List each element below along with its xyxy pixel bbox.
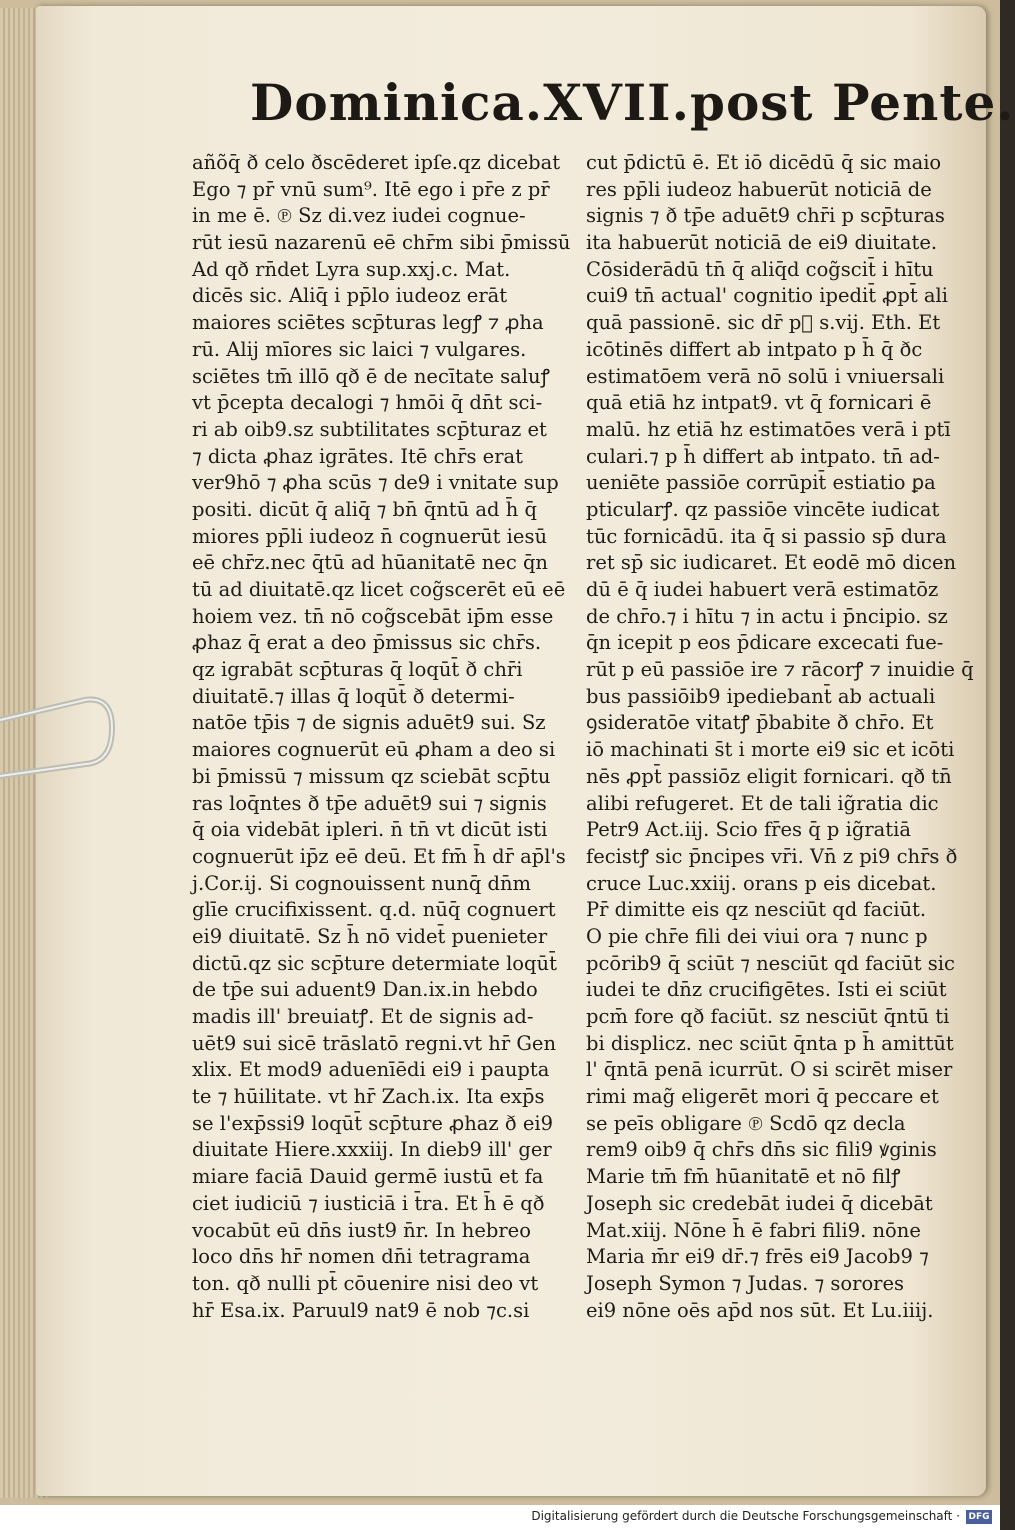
text-line: malū. hz etiā hz estimatōes verā i ptī — [586, 417, 951, 441]
right-text-column — [586, 150, 974, 1322]
text-line: xlix. Et mod9 aduenīēdi ei9 i paupta — [192, 1058, 550, 1082]
text-line: rimi mag̃ eligerēt mori q̄ peccare et — [586, 1085, 939, 1109]
text-line: pcōrib9 q̄ sciūt ⁊ nesciūt qd faciūt sic — [586, 951, 955, 975]
text-line: O pie chr̄e fili dei viui ora ⁊ nunc p — [586, 924, 928, 948]
text-line: ei9 nōne oēs ap̄d nos sūt. Et Lu.iiij. — [586, 1298, 934, 1322]
footer-credit: Digitalisierung gefördert durch die Deutsche Forschungsgemeinschaft · — [531, 1509, 960, 1523]
text-line: eē chr̄z.nec q̄tū ad hūanitatē nec q̄n — [192, 551, 548, 575]
text-line: dictū.qz sic scp̄ture determiate loqūt̄ — [192, 951, 557, 975]
text-line: iudei te dn̄z crucifigētes. Isti ei sciūt — [586, 978, 947, 1002]
text-line: Maria m̄r ei9 dr̄.⁊ frēs ei9 Jacob9 ⁊ — [586, 1245, 929, 1269]
text-line: cut p̄dictū ē. Et iō dicēdū q̄ sic maio — [586, 151, 942, 174]
text-line: ꝓhaz q̄ erat a deo p̄missus sic chr̄s. — [192, 631, 542, 655]
text-line: j.Cor.ij. Si cognouissent nunq̄ dn̄m — [192, 871, 532, 895]
text-line: glīe crucifixissent. q.d. nūq̄ cognuert — [192, 898, 556, 922]
text-line: alibi refugeret. Et de tali ig̃ratia dic — [586, 791, 939, 815]
text-line: q̄n icepit p eos p̄dicare excecati fue- — [586, 631, 944, 655]
text-line: de tp̄e sui aduent9 Dan.ix.in hebdo — [192, 978, 538, 1002]
text-line: dicēs sic. Aliq̄ i pp̄lo iudeoz erāt — [192, 284, 508, 308]
text-line: vocabūt eū dn̄s iust9 n̄r. In hebreo — [192, 1218, 531, 1242]
dfg-logo: DFG — [966, 1510, 992, 1524]
text-line: cognuerūt ip̄z eē deū. Et fm̄ h̄ dr̄ ap̄l's — [192, 844, 566, 868]
text-line: se l'exp̄ssi9 loqūt̄ scp̄ture ꝓhaz ð ei9 — [192, 1111, 554, 1135]
text-line: nēs ꝓpt̄ passiōz eligit fornicari. qð tn̄ — [586, 764, 952, 788]
text-line: bi p̄missū ⁊ missum qz sciebāt scp̄tu — [192, 764, 551, 788]
text-line: pcm̄ fore qð faciūt. sz nesciūt q̄ntū ti — [586, 1005, 950, 1028]
text-line: sciētes tm̄ illō qð ē de necītate saluꝭ — [192, 364, 550, 388]
text-line: hr̄ Esa.ix. Paruul9 nat9 ē nob ⁊c.si — [192, 1298, 530, 1322]
text-line: rūt p eū passiōe ire ⁊ rācorꝭ ⁊ inuidie q̄ — [586, 658, 974, 682]
text-line: Cōsiderādū tn̄ q̄ aliq̄d cog̃scit̄ i hītu — [586, 257, 934, 281]
text-line: bus passiōib9 ipediebant̄ ab actuali — [586, 684, 936, 708]
text-line: cui9 tn̄ actual' cognitio ipedit̄ ꝓpt̄ ali — [586, 284, 948, 308]
text-line: l' q̄ntā penā icurrūt. O si scirēt miser — [586, 1058, 953, 1082]
text-line: ras loq̄ntes ð tp̄e aduēt9 sui ⁊ signis — [192, 791, 547, 815]
running-head: Dominica.XVII.post Pente. — [250, 73, 1015, 132]
text-line: añõq̄ ð celo ðscēderet ipſe.qz dicebat — [192, 151, 561, 174]
text-line: iō machinati s̄t i morte ei9 sic et icōti — [586, 738, 955, 762]
footer-bar — [0, 1505, 1000, 1530]
text-line: ⁊ dicta ꝓhaz igrātes. Itē chr̄s erat — [192, 444, 524, 468]
text-line: diuitatē.⁊ illas q̄ loqūt̄ ð determi- — [192, 684, 515, 708]
text-line: Marie tm̄ fm̄ hūanitatē et nō filꝭ — [586, 1165, 901, 1189]
paper-clip-icon — [0, 680, 130, 810]
text-line: rūt iesū nazarenū eē chr̄m sibi p̄missū — [192, 231, 571, 255]
text-line: Mat.xiij. Nōne h̄ ē fabri fili9. nōne — [586, 1218, 921, 1242]
text-line: pticularꝭ. qz passiōe vincēte iudicat — [586, 497, 940, 521]
text-line: cruce Luc.xxiij. orans p eis dicebat. — [586, 871, 937, 895]
text-line: positi. dicūt q̄ aliq̄ ⁊ bn̄ q̄ntū ad h̄ q̄ — [192, 497, 537, 521]
text-line: ton. qð nulli pt̄ cōuenire nisi deo vt — [192, 1271, 539, 1295]
text-line: miare faciā Dauid germē iustū et fa — [192, 1165, 544, 1189]
text-line: se peīs obligare ℗ Scdō qz decla — [586, 1111, 906, 1135]
text-line: res pp̄li iudeoz habuerūt noticiā de — [586, 177, 932, 201]
text-line: maiores cognuerūt eū ꝓham a deo si — [192, 738, 556, 762]
text-line: ret sp̄ sic iudicaret. Et eodē mō dicen — [586, 551, 957, 575]
text-line: uēt9 sui sicē trāslatō regni.vt hr̄ Gen — [192, 1031, 557, 1055]
text-line: Joseph Symon ⁊ Judas. ⁊ sorores — [586, 1271, 905, 1295]
text-line: ei9 diuitatē. Sz h̄ nō videt̄ puenieter — [192, 924, 548, 948]
text-line: Joseph sic credebāt iudei q̄ dicebāt — [586, 1191, 933, 1215]
text-line: miores pp̄li iudeoz n̄ cognuerūt iesū — [192, 524, 548, 548]
text-line: vt p̄cepta decalogi ⁊ hmōi q̄ dn̄t sci- — [192, 391, 543, 415]
left-text-column — [192, 150, 572, 1322]
text-line: Ad qð rn̄det Lyra sup.xxj.c. Mat. — [192, 257, 511, 281]
text-line: Petr9 Act.iij. Scio fr̄es q̄ p ig̃ratiā — [586, 818, 911, 842]
text-line: de chr̄o.⁊ i hītu ⁊ in actu i p̄ncipio. sz — [586, 604, 948, 628]
text-line: ꝯsideratōe vitatꝭ p̄babite ð chr̄o. Et — [586, 711, 934, 735]
text-line: dū ē q̄ iudei habuert verā estimatōz — [586, 578, 939, 601]
text-line: ver9hō ⁊ ꝓha scūs ⁊ de9 i vnitate sup — [192, 471, 559, 495]
text-line: natōe tp̄is ⁊ de signis aduēt9 sui. Sz — [192, 711, 546, 735]
text-line: q̄ oia videbāt ipleri. n̄ tn̄ vt dicūt isti — [192, 818, 548, 842]
text-line: quā etiā hz intpat9. vt q̄ fornicari ē — [586, 391, 932, 415]
text-line: ita habuerūt noticiā de ei9 diuitate. — [586, 231, 938, 255]
text-line: icōtinēs differt ab intpato p h̄ q̄ ðc — [586, 337, 923, 361]
text-line: fecistꝭ sic p̄ncipes vr̄i. Vn̄ z pi9 chr̄s ð — [586, 844, 958, 868]
text-line: ueniēte passiōe corrūpit̄ estiatio ꝑa — [586, 471, 936, 495]
text-line: qz igrabāt scp̄turas q̄ loqūt̄ ð chr̄i — [192, 658, 523, 682]
text-line: quā passionē. sic dr̄ pᷝ s.vij. Eth. Et — [586, 311, 941, 335]
text-line: estimatōem verā nō solū i vniuersali — [586, 364, 945, 388]
text-line: ciet iudiciū ⁊ iusticiā i t̄ra. Et h̄ ē qð — [192, 1191, 545, 1215]
text-line: Pr̄ dimitte eis qz nesciūt qd faciūt. — [586, 898, 927, 922]
text-line: ri ab oib9.sz subtilitates scp̄turaz et — [192, 417, 547, 441]
text-line: loco dn̄s hr̄ nomen dn̄i tetragrama — [192, 1245, 531, 1269]
text-line: diuitate Hiere.xxxiij. In dieb9 ill' ger — [192, 1138, 552, 1162]
text-line: te ⁊ hūilitate. vt hr̄ Zach.ix. Ita exp̄s — [192, 1085, 545, 1109]
text-line: bi displicz. nec sciūt q̄nta p h̄ amittūt — [586, 1031, 954, 1055]
text-line: signis ⁊ ð tp̄e aduēt9 chr̄i p scp̄turas — [586, 204, 945, 228]
text-line: tūc fornicādū. ita q̄ si passio sp̄ dura — [586, 524, 947, 548]
text-line: hoiem vez. tn̄ nō cog̃scebāt ip̄m esse — [192, 604, 554, 628]
text-line: culari.⁊ p h̄ differt ab intpato. tn̄ ad- — [586, 444, 940, 468]
text-line: madis ill' breuiatꝭ. Et de signis ad- — [192, 1005, 534, 1028]
text-line: maiores sciētes scp̄turas legꝭ ⁊ ꝓha — [192, 311, 544, 335]
text-line: rem9 oib9 q̄ chr̄s dn̄s sic fili9 ꝟginis — [586, 1138, 937, 1162]
text-line: in me ē. ℗ Sz di.vez iudei cognue- — [192, 204, 526, 228]
text-line: rū. Alij mīores sic laici ⁊ vulgares. — [192, 337, 527, 361]
text-line: Ego ⁊ pr̄ vnū sum⁹. Itē ego i pr̄e z pr̄ — [192, 177, 550, 201]
text-line: tū ad diuitatē.qz licet cog̃scerēt eū eē — [192, 578, 566, 601]
